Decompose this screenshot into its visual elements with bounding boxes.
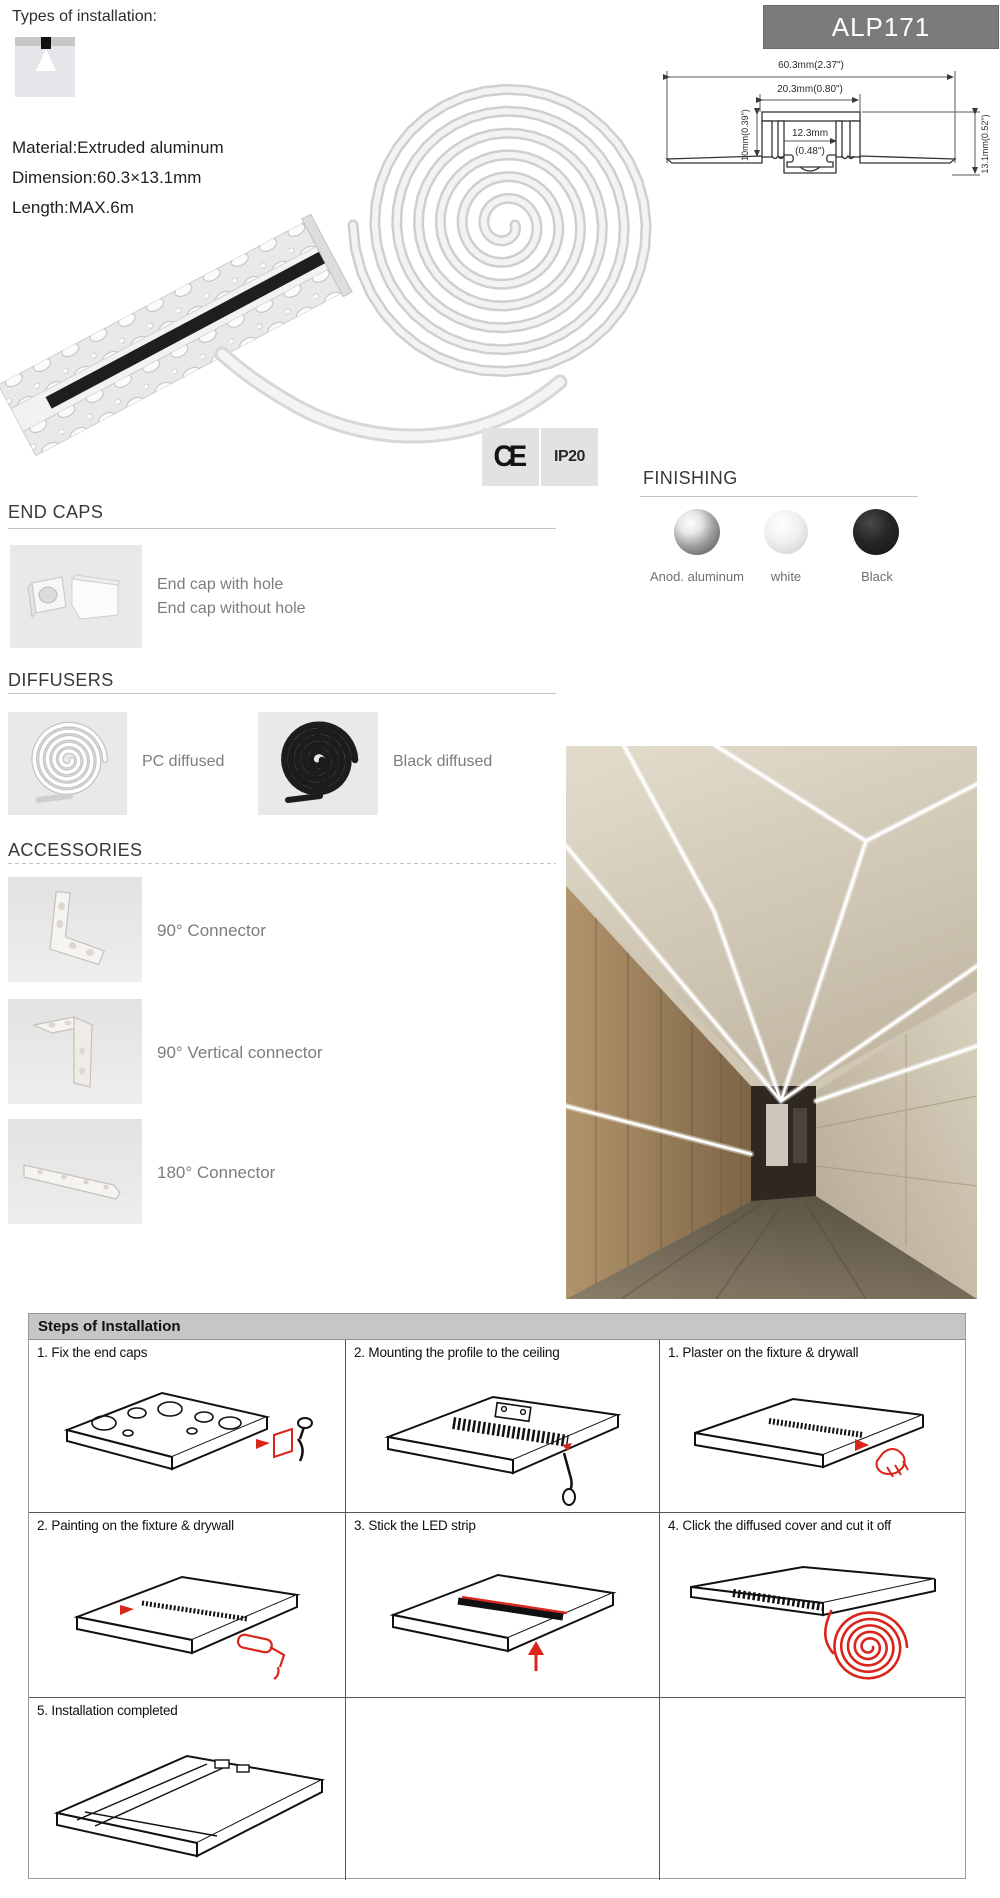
black-diffuser-image	[258, 712, 378, 815]
step-illustration	[358, 1545, 648, 1695]
step-illustration	[37, 1728, 337, 1878]
spec-dimension: Dimension:60.3×13.1mm	[12, 168, 202, 187]
finish-swatch-black	[853, 509, 899, 555]
svg-text:12.3mm: 12.3mm	[791, 128, 829, 139]
dimension-drawing	[660, 55, 1000, 245]
product-photo	[0, 30, 680, 495]
step-illustration	[673, 1545, 953, 1695]
connector-90v-image	[8, 999, 142, 1104]
pc-diffuser-image	[8, 712, 127, 815]
end-cap-description	[157, 573, 306, 621]
step-cell-painting: 2. Painting on the fixture & drywall	[29, 1513, 346, 1698]
steps-of-installation-table	[28, 1313, 966, 1879]
step-cell-mount-profile: 2. Mounting the profile to the ceiling	[346, 1340, 660, 1513]
svg-text:10mm(0.39"): 10mm(0.39")	[740, 109, 750, 161]
ce-mark-badge	[482, 428, 539, 486]
connector-90v-label: 90° Vertical connector	[157, 1043, 323, 1062]
connector-180-label: 180° Connector	[157, 1163, 276, 1182]
application-photo	[566, 746, 977, 1299]
finish-label-anodized: Anod. aluminum	[650, 569, 744, 584]
accessories-title: ACCESSORIES	[8, 840, 143, 860]
finish-swatch-white	[764, 510, 808, 554]
finishing-divider	[640, 496, 918, 497]
ip20-badge	[541, 428, 598, 486]
finish-label-black: Black	[861, 569, 893, 584]
svg-text:20.3mm(0.80"): 20.3mm(0.80")	[777, 84, 843, 95]
diffusers-divider	[8, 693, 556, 694]
steps-title: Steps of Installation	[29, 1314, 965, 1340]
end-caps-divider	[8, 528, 556, 529]
step-illustration	[673, 1375, 953, 1510]
pc-diffused-label: PC diffused	[142, 753, 225, 770]
step-cell-fix-end-caps: 1. Fix the end caps	[29, 1340, 346, 1513]
product-code-badge: ALP171	[763, 5, 999, 49]
end-cap-image	[10, 545, 142, 648]
step-illustration	[42, 1545, 332, 1695]
step-illustration	[42, 1375, 332, 1510]
connector-90-image	[8, 877, 142, 982]
diffusers-title: DIFFUSERS	[8, 670, 114, 690]
finishing-title: FINISHING	[643, 468, 738, 488]
svg-text:13.1mm(0.52"): 13.1mm(0.52")	[980, 114, 990, 174]
finish-label-white: white	[770, 569, 802, 584]
spec-length: Length:MAX.6m	[12, 198, 134, 217]
end-cap-without-hole-label: End cap without hole	[157, 600, 306, 617]
ip20-label: IP20	[554, 448, 585, 465]
step-cell-stick-led: 3. Stick the LED strip	[346, 1513, 660, 1698]
aluminum-profile-art	[0, 214, 352, 459]
steps-grid	[29, 1340, 965, 1880]
step-cell-plaster: 1. Plaster on the fixture & drywall	[660, 1340, 965, 1513]
step-cell-empty-1	[346, 1698, 660, 1880]
finish-swatch-anodized	[674, 509, 720, 555]
step-cell-click-cover: 4. Click the diffused cover and cut it off	[660, 1513, 965, 1698]
svg-text:60.3mm(2.37"): 60.3mm(2.37")	[778, 60, 844, 71]
spec-material: Material:Extruded aluminum	[12, 138, 224, 157]
types-of-installation-label: Types of installation:	[12, 8, 157, 25]
step-cell-empty-2	[660, 1698, 965, 1880]
accessories-divider	[8, 863, 556, 864]
connector-180-image	[8, 1119, 142, 1224]
ce-mark-icon: CE	[493, 440, 523, 473]
end-caps-title: END CAPS	[8, 502, 104, 522]
connector-90-label: 90° Connector	[157, 921, 266, 940]
svg-text:(0.48"): (0.48")	[795, 146, 825, 157]
end-cap-with-hole-label: End cap with hole	[157, 576, 284, 593]
step-illustration	[358, 1375, 648, 1510]
step-cell-completed: 5. Installation completed	[29, 1698, 346, 1880]
black-diffused-label: Black diffused	[393, 753, 493, 770]
